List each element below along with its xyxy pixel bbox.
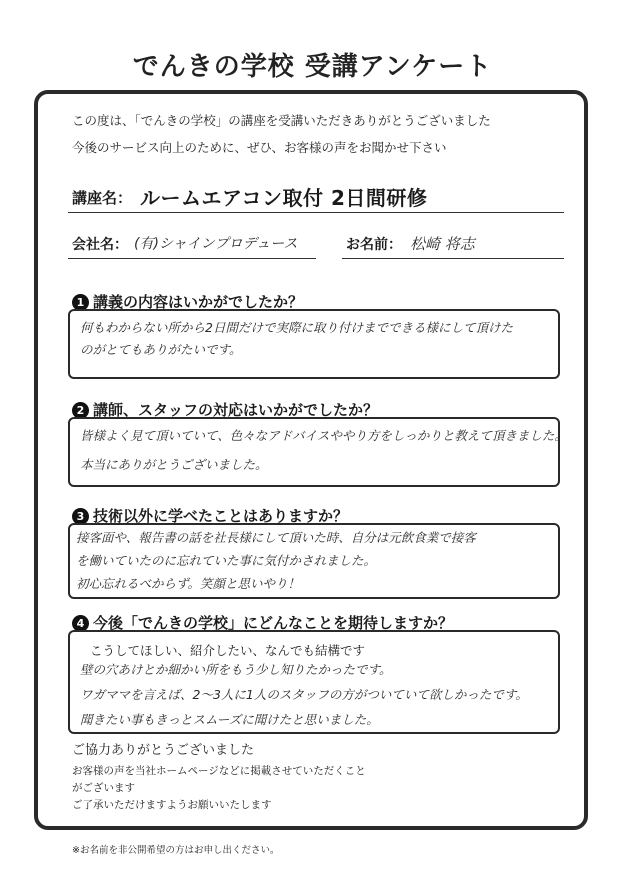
survey-title: でんきの学校 受講アンケート	[132, 52, 493, 82]
company-value: (有)シャインプロデュース	[134, 236, 298, 252]
name-label: お名前：	[346, 237, 402, 253]
question-4-number: 4	[72, 615, 89, 632]
note-line-3: ご了承いただけますようお願いいたします	[72, 799, 272, 811]
intro-line-2: 今後のサービス向上のために、ぜひ、お客様の声をお聞かせ下さい	[72, 140, 447, 155]
question-4-hint: こうしてほしい、紹介したい、なんでも結構です	[90, 643, 366, 658]
question-3-text: 技術以外に学べたことはありますか？	[93, 507, 349, 525]
thanks-message: ご協力ありがとうございました	[72, 743, 255, 758]
question-3-number: 3	[72, 508, 89, 525]
answer-2-line-2: 本当にありがとうございました。	[80, 457, 268, 472]
course-underline	[68, 212, 564, 213]
footnote: ※お名前を非公開希望の方はお申し出ください。	[72, 845, 280, 856]
company-underline	[68, 258, 316, 259]
note-line-2: がございます	[72, 782, 135, 794]
name-value: 松崎 将志	[410, 235, 475, 253]
company-label: 会社名：	[72, 237, 128, 253]
answer-3-line-1: 接客面や、報告書の話を社長様にして頂いた時、自分は元飲食業で接客	[76, 530, 476, 545]
question-2-number: 2	[72, 402, 89, 419]
course-label: 講座名：	[72, 189, 133, 207]
question-1-number: 1	[72, 294, 89, 311]
note-line-1: お客様の声を当社ホームページなどに掲載させていただくこと	[72, 765, 366, 777]
answer-1-line-1: 何もわからない所から2日間だけで実際に取り付けまでできる様にして頂けた	[80, 320, 513, 335]
answer-4-line-2: ワガママを言えば、2〜3人に1人のスタッフの方がついていて欲しかったです。	[80, 687, 528, 702]
name-underline	[342, 258, 564, 259]
question-1-text: 講義の内容はいかがでしたか？	[93, 293, 304, 311]
answer-3-line-3: 初心忘れるべからず。笑顔と思いやり！	[76, 576, 301, 591]
answer-3-line-2: を働いていたのに忘れていた事に気付かされました。	[76, 553, 377, 568]
course-name: ルームエアコン取付 2日間研修	[140, 186, 428, 210]
question-4-text: 今後「でんきの学校」にどんなことを期待しますか？	[93, 614, 454, 632]
intro-line-1: この度は、「でんきの学校」の講座を受講いただきありがとうございました	[72, 113, 491, 128]
question-2-text: 講師、スタッフの対応はいかがでしたか？	[93, 401, 379, 419]
answer-1-line-2: のがとてもありがたいです。	[80, 342, 242, 357]
answer-4-line-3: 聞きたい事もきっとスムーズに聞けたと思いました。	[80, 712, 379, 727]
answer-2-line-1: 皆様よく見て頂いていて、色々なアドバイスややり方をしっかりと教えて頂きました。	[80, 428, 567, 443]
answer-4-line-1: 壁の穴あけとか細かい所をもう少し知りたかったです。	[80, 662, 392, 677]
